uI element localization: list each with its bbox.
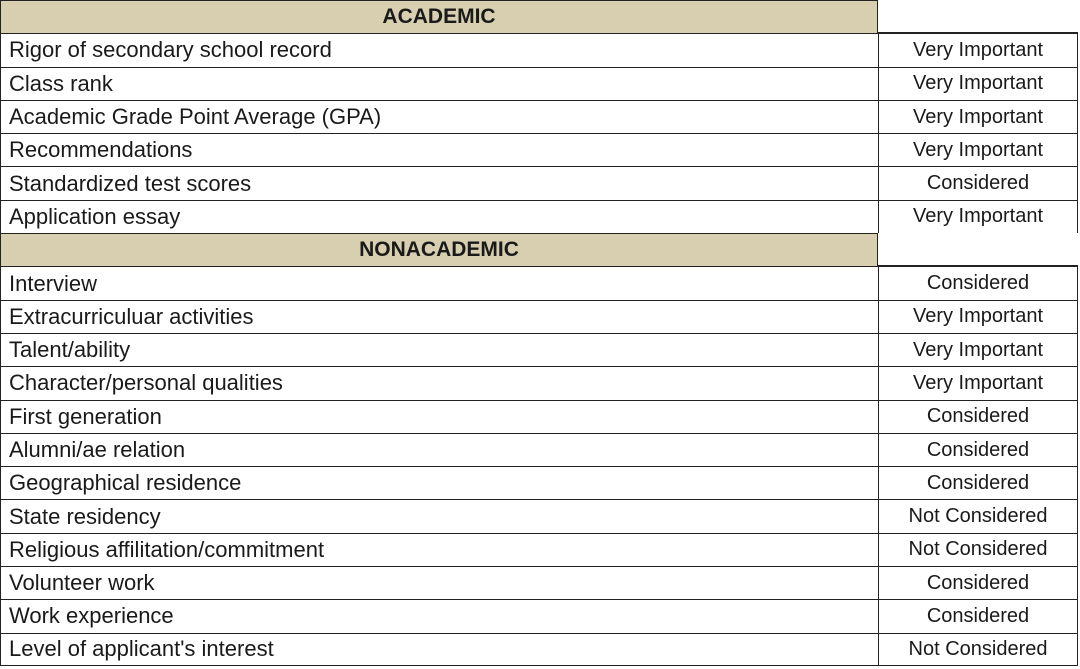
table-row [0,333,1080,366]
factor-label: Rigor of secondary school record [0,33,878,66]
section-header-spacer [878,233,1078,266]
section-title: NONACADEMIC [0,233,878,266]
table-row [0,499,1080,532]
table-row [0,566,1080,599]
factor-rating: Considered [878,400,1078,433]
factor-rating: Very Important [878,133,1078,166]
factor-label: Character/personal qualities [0,366,878,399]
factor-label: Religious affilitation/commitment [0,533,878,566]
section-header-academic [0,0,1080,33]
factor-rating: Considered [878,433,1078,466]
factor-rating: Not Considered [878,633,1078,666]
table-row [0,133,1080,166]
factor-rating: Considered [878,166,1078,199]
factor-rating: Very Important [878,333,1078,366]
table-row [0,200,1080,233]
factor-rating: Considered [878,566,1078,599]
factor-label: Volunteer work [0,566,878,599]
factor-label: Class rank [0,67,878,100]
factor-rating: Considered [878,466,1078,499]
factor-rating: Not Considered [878,533,1078,566]
table-row [0,100,1080,133]
table-row [0,300,1080,333]
factor-rating: Very Important [878,300,1078,333]
factor-rating: Considered [878,599,1078,632]
factor-rating: Very Important [878,33,1078,66]
factor-label: First generation [0,400,878,433]
factor-label: Geographical residence [0,466,878,499]
factor-label: Recommendations [0,133,878,166]
table-row [0,533,1080,566]
factor-label: Application essay [0,200,878,233]
factor-rating: Very Important [878,366,1078,399]
table-row [0,466,1080,499]
factor-label: Academic Grade Point Average (GPA) [0,100,878,133]
factor-label: Talent/ability [0,333,878,366]
section-header-spacer [878,0,1078,33]
factor-label: Level of applicant's interest [0,633,878,666]
table-row [0,366,1080,399]
factor-label: Standardized test scores [0,166,878,199]
factor-label: Work experience [0,599,878,632]
factor-rating: Very Important [878,200,1078,233]
factor-rating: Considered [878,266,1078,299]
factor-label: Interview [0,266,878,299]
factor-rating: Very Important [878,67,1078,100]
factor-rating: Very Important [878,100,1078,133]
factor-label: Alumni/ae relation [0,433,878,466]
table-row [0,166,1080,199]
table-row [0,633,1080,666]
table-row [0,599,1080,632]
table-row [0,33,1080,66]
factor-label: Extracurriculuar activities [0,300,878,333]
table-row [0,67,1080,100]
factor-rating: Not Considered [878,499,1078,532]
table-row [0,266,1080,299]
section-header-nonacademic [0,233,1080,266]
section-title: ACADEMIC [0,0,878,33]
table-row [0,400,1080,433]
table-row [0,433,1080,466]
factor-label: State residency [0,499,878,532]
